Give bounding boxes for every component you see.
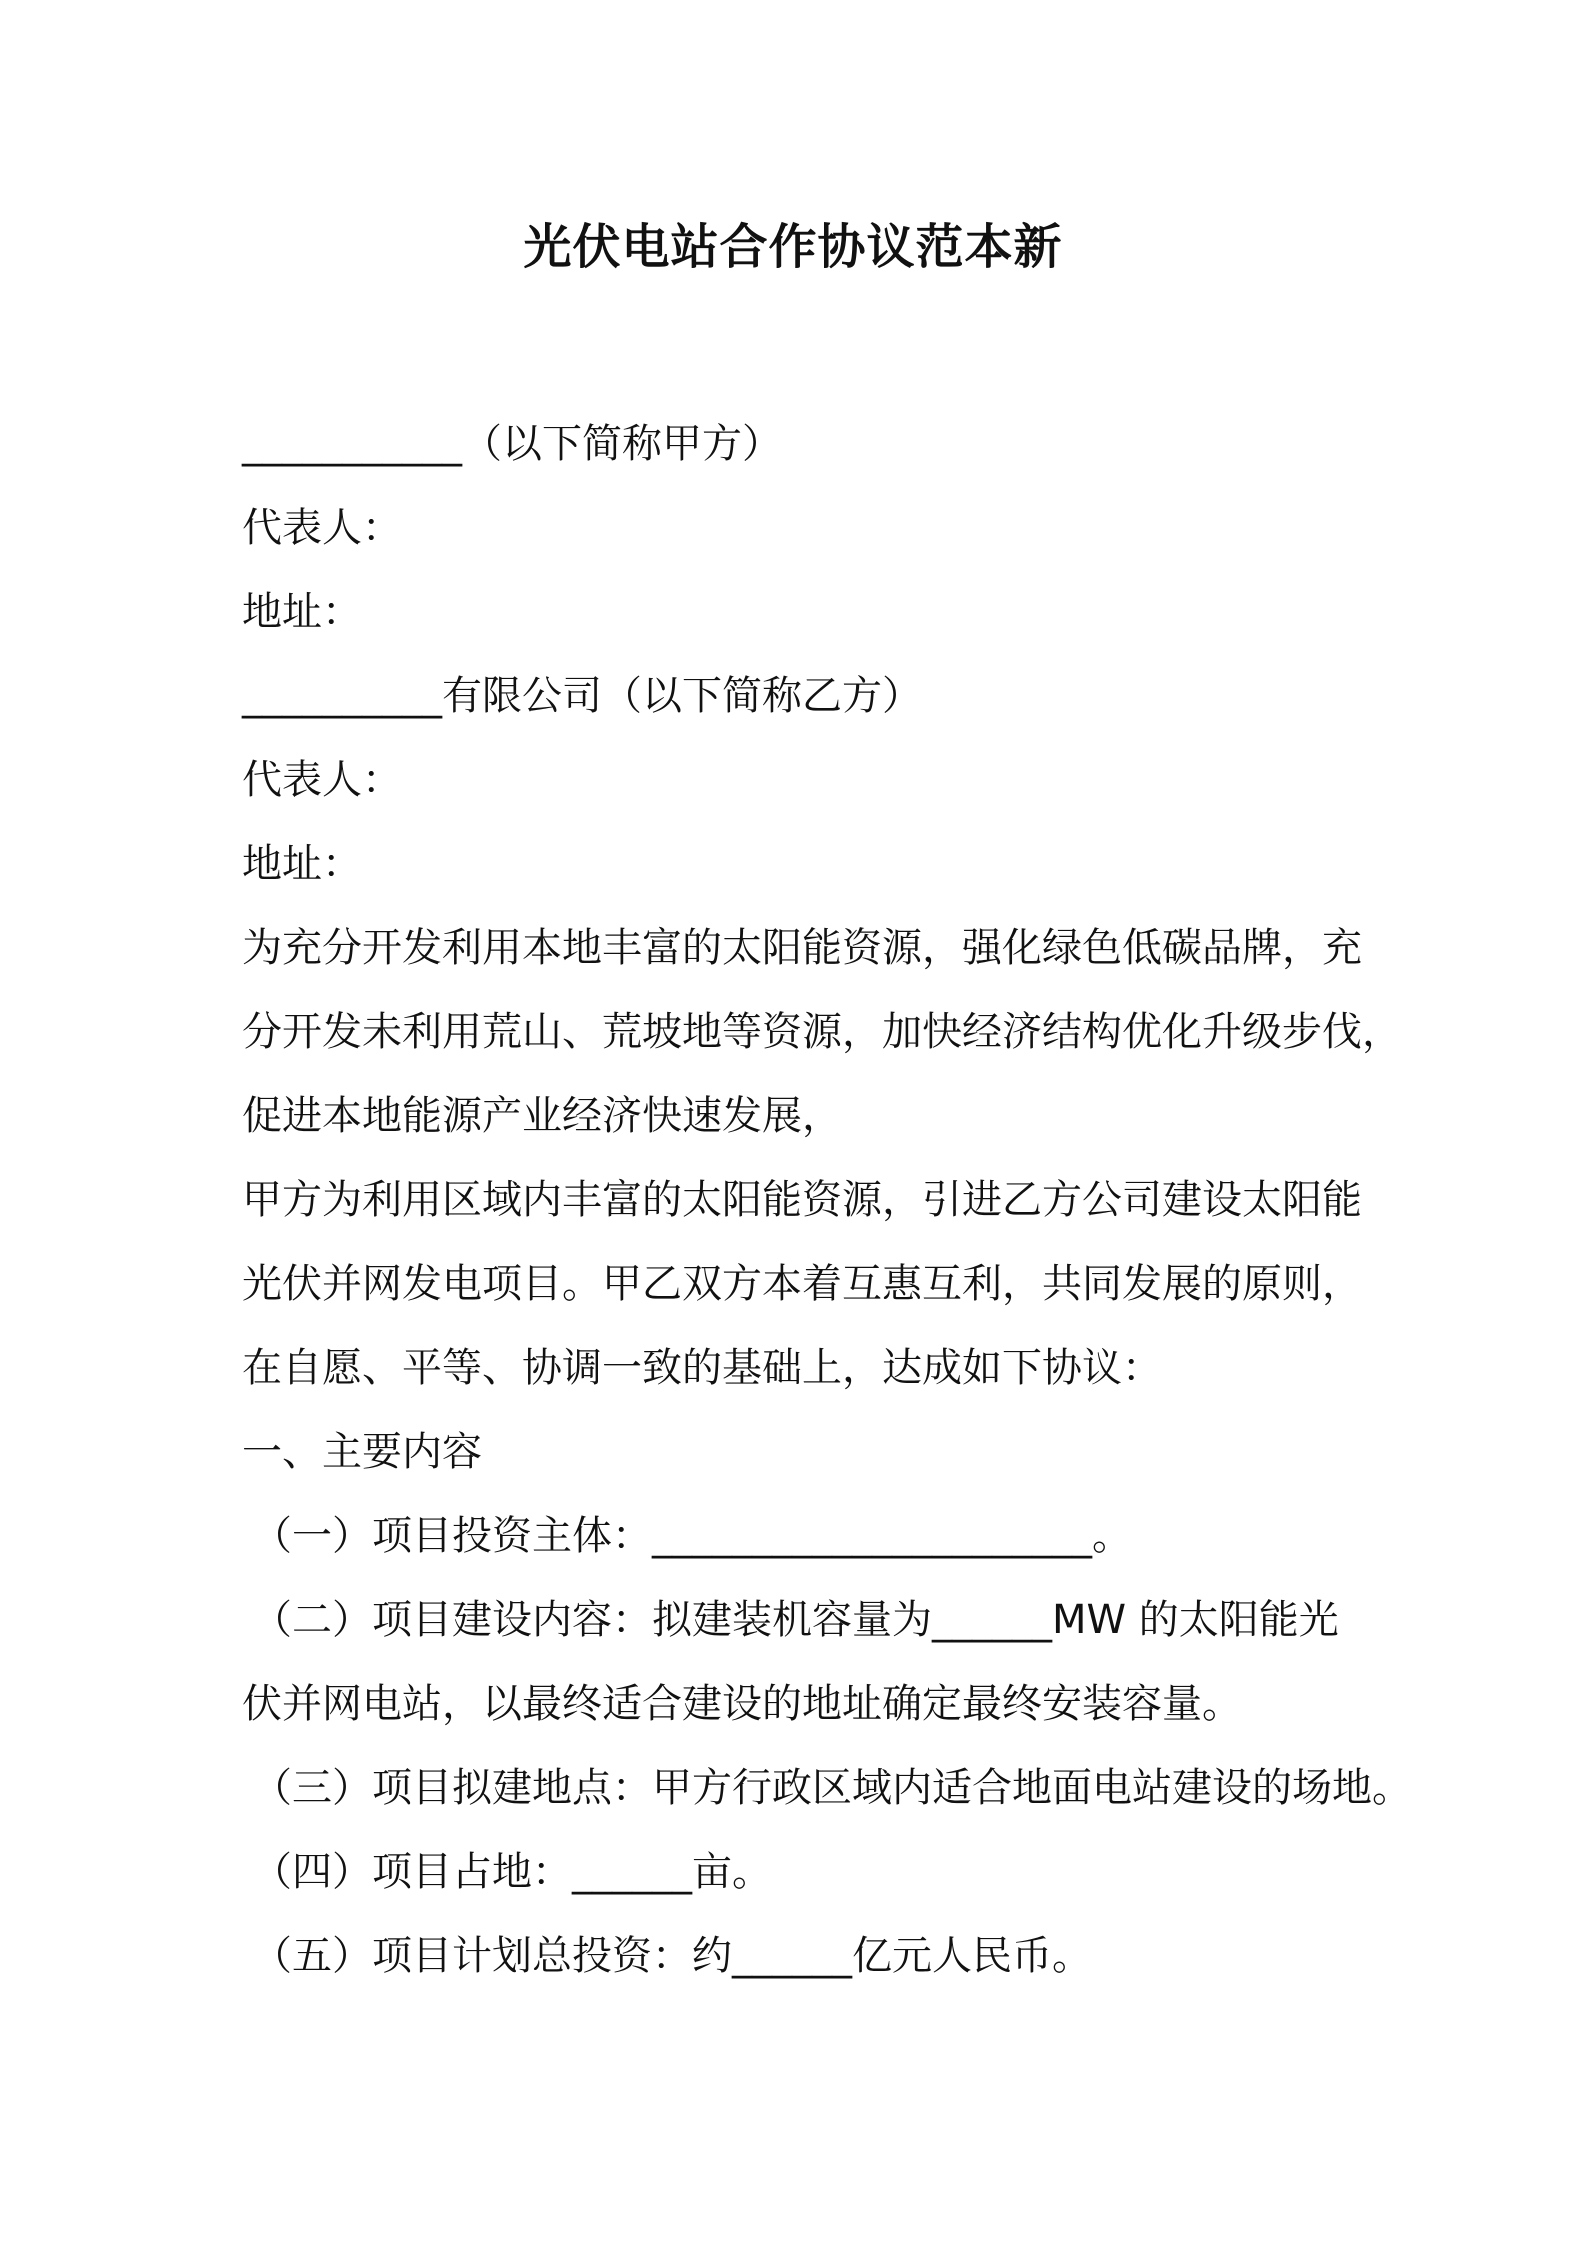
party-a-line: ___________（以下简称甲方） (242, 421, 782, 467)
party-b-line: __________有限公司（以下简称乙方） (242, 673, 922, 719)
preamble-line-3: 促进本地能源产业经济快速发展， (242, 1093, 842, 1139)
clause-investor: （一）项目投资主体：______________________。 (252, 1513, 1132, 1559)
section-heading-main-content: 一、主要内容 (242, 1429, 482, 1475)
document-title: 光伏电站合作协议范本新 (523, 219, 1063, 275)
preamble-line-2: 分开发未利用荒山、荒坡地等资源，加快经济结构优化升级步伐， (242, 1009, 1402, 1055)
preamble-line-6: 在自愿、平等、协调一致的基础上，达成如下协议： (242, 1345, 1162, 1391)
party-a-address: 地址： (242, 589, 362, 635)
party-b-address: 地址： (242, 841, 362, 887)
clause-construction-content: （二）项目建设内容：拟建装机容量为______MW 的太阳能光 (252, 1597, 1339, 1643)
party-b-representative: 代表人： (242, 757, 402, 803)
party-a-representative: 代表人： (242, 505, 402, 551)
document-body (242, 402, 1412, 1998)
preamble-line-4: 甲方为利用区域内丰富的太阳能资源，引进乙方公司建设太阳能 (242, 1177, 1362, 1223)
clause-construction-content-cont: 伏并网电站，以最终适合建设的地址确定最终安装容量。 (242, 1681, 1242, 1727)
clause-location: （三）项目拟建地点：甲方行政区域内适合地面电站建设的场地。 (252, 1765, 1412, 1811)
preamble-line-1: 为充分开发利用本地丰富的太阳能资源，强化绿色低碳品牌，充 (242, 925, 1362, 971)
clause-land-area: （四）项目占地：______亩。 (252, 1849, 772, 1895)
preamble-line-5: 光伏并网发电项目。甲乙双方本着互惠互利，共同发展的原则， (242, 1261, 1362, 1307)
clause-total-investment: （五）项目计划总投资：约______亿元人民币。 (252, 1933, 1092, 1979)
